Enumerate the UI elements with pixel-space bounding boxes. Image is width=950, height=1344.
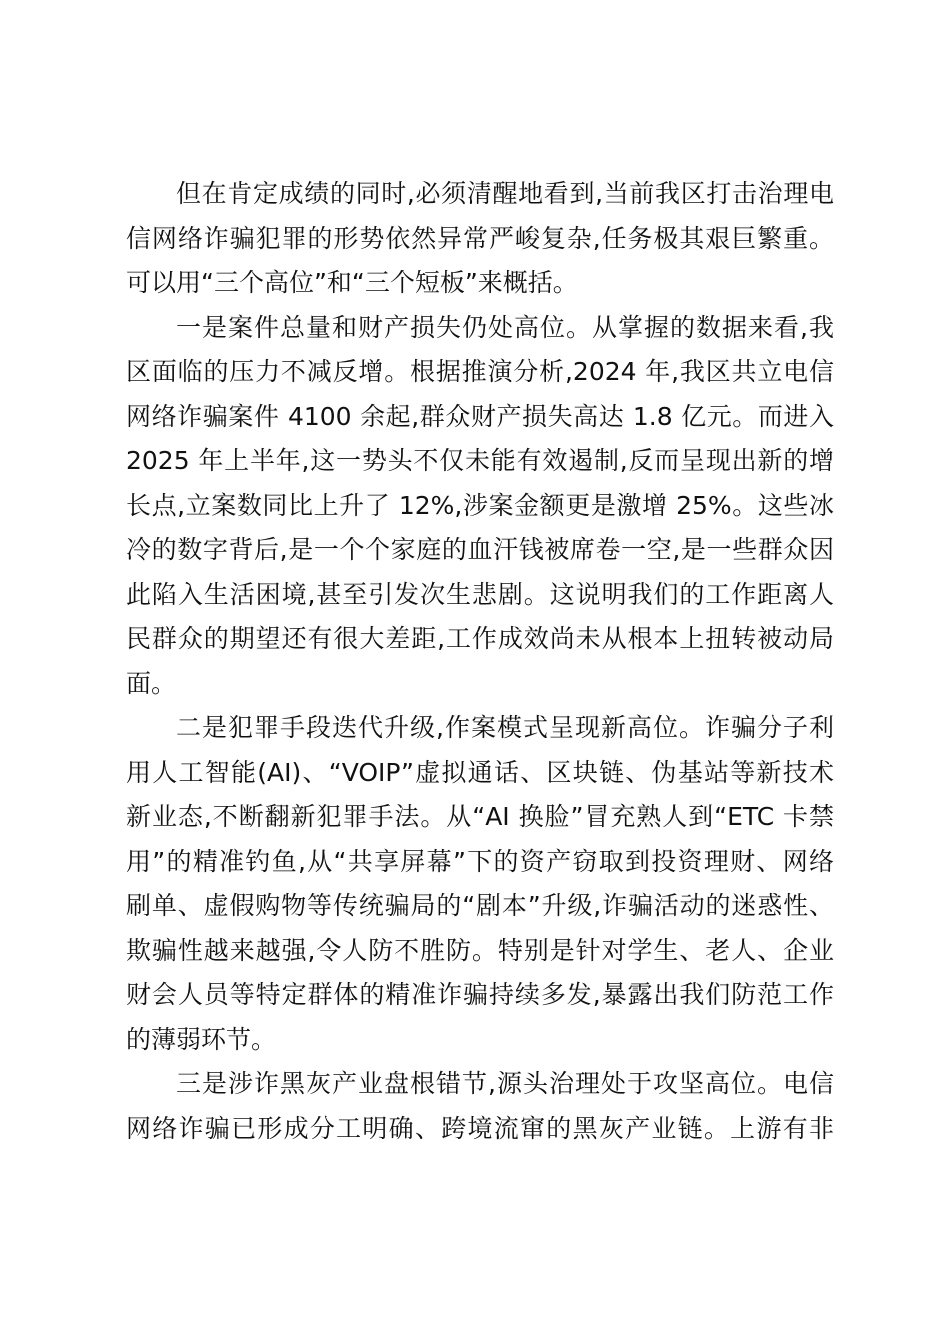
text-line: 冷的数字背后,是一个个家庭的血汗钱被席卷一空,是一些群众因 — [126, 535, 834, 564]
paragraph-4 — [126, 1062, 834, 1151]
text-line: 民群众的期望还有很大差距,工作成效尚未从根本上扭转被动局 — [126, 624, 834, 653]
text-line: 的薄弱环节。 — [126, 1024, 277, 1054]
text-line: 此陷入生活困境,甚至引发次生悲剧。这说明我们的工作距离人 — [126, 579, 834, 609]
text-line: 2025 年上半年,这一势头不仅未能有效遏制,反而呈现出新的增 — [126, 446, 834, 475]
document-body — [126, 172, 834, 1151]
text-line: 三是涉诈黑灰产业盘根错节,源头治理处于攻坚高位。电信 — [176, 1069, 834, 1098]
text-line: 面。 — [126, 668, 177, 698]
text-line: 新业态,不断翻新犯罪手法。从“AI 换脸”冒充熟人到“ETC 卡禁 — [126, 802, 834, 831]
paragraph-1 — [126, 172, 834, 306]
text-line: 二是犯罪手段迭代升级,作案模式呈现新高位。诈骗分子利 — [176, 713, 834, 742]
paragraph-3 — [126, 706, 834, 1062]
text-line: 刷单、虚假购物等传统骗局的“剧本”升级,诈骗活动的迷惑性、 — [126, 891, 834, 920]
text-line: 区面临的压力不减反增。根据推演分析,2024 年,我区共立电信 — [126, 357, 834, 386]
text-line: 一是案件总量和财产损失仍处高位。从掌握的数据来看,我 — [176, 312, 834, 342]
text-line: 网络诈骗已形成分工明确、跨境流窜的黑灰产业链。上游有非 — [126, 1113, 834, 1143]
text-line: 信网络诈骗犯罪的形势依然异常严峻复杂,任务极其艰巨繁重。 — [126, 223, 834, 253]
text-line: 可以用“三个高位”和“三个短板”来概括。 — [126, 268, 578, 297]
text-line: 但在肯定成绩的同时,必须清醒地看到,当前我区打击治理电 — [176, 179, 834, 208]
text-line: 用人工智能(AI)、“VOIP”虚拟通话、区块链、伪基站等新技术 — [126, 757, 834, 787]
text-line: 欺骗性越来越强,令人防不胜防。特别是针对学生、老人、企业 — [126, 935, 834, 965]
text-line: 网络诈骗案件 4100 余起,群众财产损失高达 1.8 亿元。而进入 — [126, 401, 834, 431]
paragraph-2 — [126, 306, 834, 707]
text-line: 财会人员等特定群体的精准诈骗持续多发,暴露出我们防范工作 — [126, 980, 834, 1009]
text-line: 用”的精准钓鱼,从“共享屏幕”下的资产窃取到投资理财、网络 — [126, 846, 834, 876]
text-line: 长点,立案数同比上升了 12%,涉案金额更是激增 25%。这些冰 — [126, 490, 834, 520]
